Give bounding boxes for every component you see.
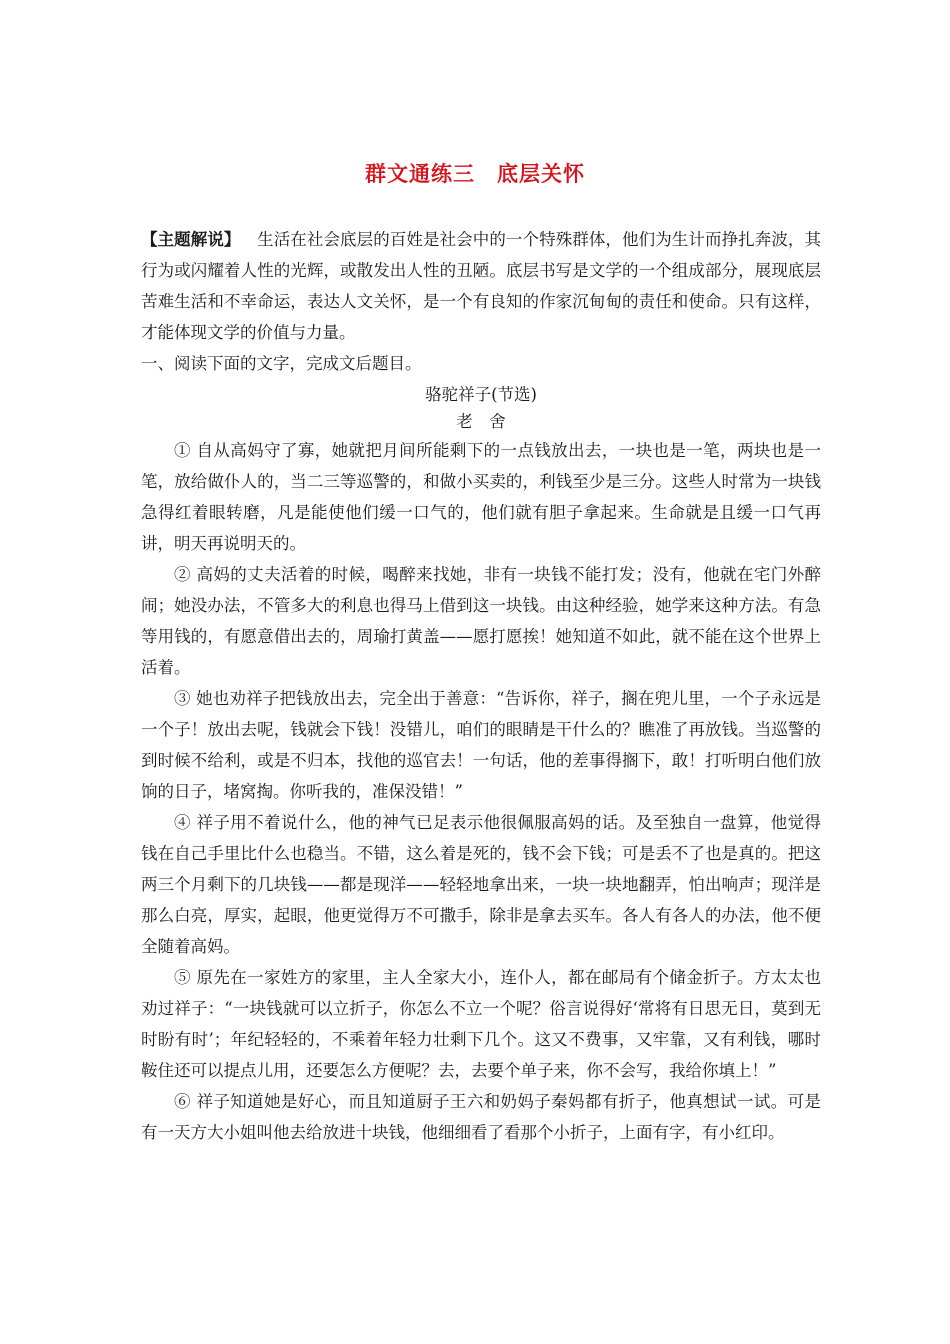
page-title: 群文通练三 底层关怀 (365, 161, 585, 186)
article-paragraph-3: ③ 她也劝祥子把钱放出去，完全出于善意：“告诉你，祥子，搁在兜儿里，一个子永远是一个子！放出去呢，钱就会下钱！没错儿，咱们的眼睛是干什么的？瞧准了再放钱。当巡警的到时候不给利，或是不归本，找他的巡官去！一句话，他的差事得搁下，敢！打听明白他们放饷的日子，堵窝掏。你听我的，准保没错！” (141, 689, 821, 801)
intro-text: 生活在社会底层的百姓是社会中的一个特殊群体，他们为生计而挣扎奔波，其行为或闪耀着人性的光辉，或散发出人性的丑陋。底层书写是文学的一个组成部分，展现底层苦难生活和不幸命运，表达人文关怀，是一个有良知的作家沉甸甸的责任和使命。只有这样，才能体现文学的价值与力量。 (141, 230, 822, 342)
article-paragraph-2: ② 高妈的丈夫活着的时候，喝醉来找她，非有一块钱不能打发；没有，他就在宅门外醉闹；她没办法，不管多大的利息也得马上借到这一块钱。由这种经验，她学来这种方法。有急等用钱的，有愿意借出去的，周瑜打黄盖——愿打愿挨！她知道不如此，就不能在这个世界上活着。 (141, 565, 821, 677)
section-heading: 一、阅读下面的文字，完成文后题目。 (141, 354, 422, 373)
article-paragraph-6: ⑥ 祥子知道她是好心，而且知道厨子王六和奶妈子秦妈都有折子，他真想试一试。可是有一天方大小姐叫他去给放进十块钱，他细细看了看那个小折子，上面有字，有小红印。 (141, 1092, 821, 1142)
article-title: 骆驼祥子(节选) (425, 385, 537, 404)
article-paragraph-5: ⑤ 原先在一家姓方的家里，主人全家大小，连仆人，都在邮局有个储金折子。方太太也劝过祥子：“一块钱就可以立折子，你怎么不立一个呢？俗言说得好‘常将有日思无日，莫到无时盼有时’；年纪轻轻的，不乘着年轻力壮剩下几个。这又不费事，又牢靠，又有利钱，哪时鞍住还可以提点儿用，还要怎么方便呢？去，去要个单子来，你不会写，我给你填上！” (141, 968, 821, 1080)
article-paragraph-4: ④ 祥子用不着说什么，他的神气已足表示他很佩服高妈的话。及至独自一盘算，他觉得钱在自己手里比什么也稳当。不错，这么着是死的，钱不会下钱；可是丢不了也是真的。把这两三个月剩下的几块钱——都是现洋——轻轻地拿出来，一块一块地翻弄，怕出响声；现洋是那么白亮，厚实，起眼，他更觉得万不可撒手，除非是拿去买车。各人有各人的办法，他不便全随着高妈。 (141, 813, 821, 956)
article-paragraph-1: ① 自从高妈守了寡，她就把月间所能剩下的一点钱放出去，一块也是一笔，两块也是一笔，放给做仆人的，当二三等巡警的，和做小买卖的，利钱至少是三分。这些人时常为一块钱急得红着眼转磨，凡是能使他们缓一口气的，他们就有胆子拿起来。生命就是且缓一口气再讲，明天再说明天的。 (141, 441, 821, 553)
article-author: 老 舍 (456, 412, 506, 431)
intro-paragraph (141, 224, 821, 348)
document-body (141, 224, 821, 1148)
intro-tag: 【主题解说】 (141, 230, 241, 249)
